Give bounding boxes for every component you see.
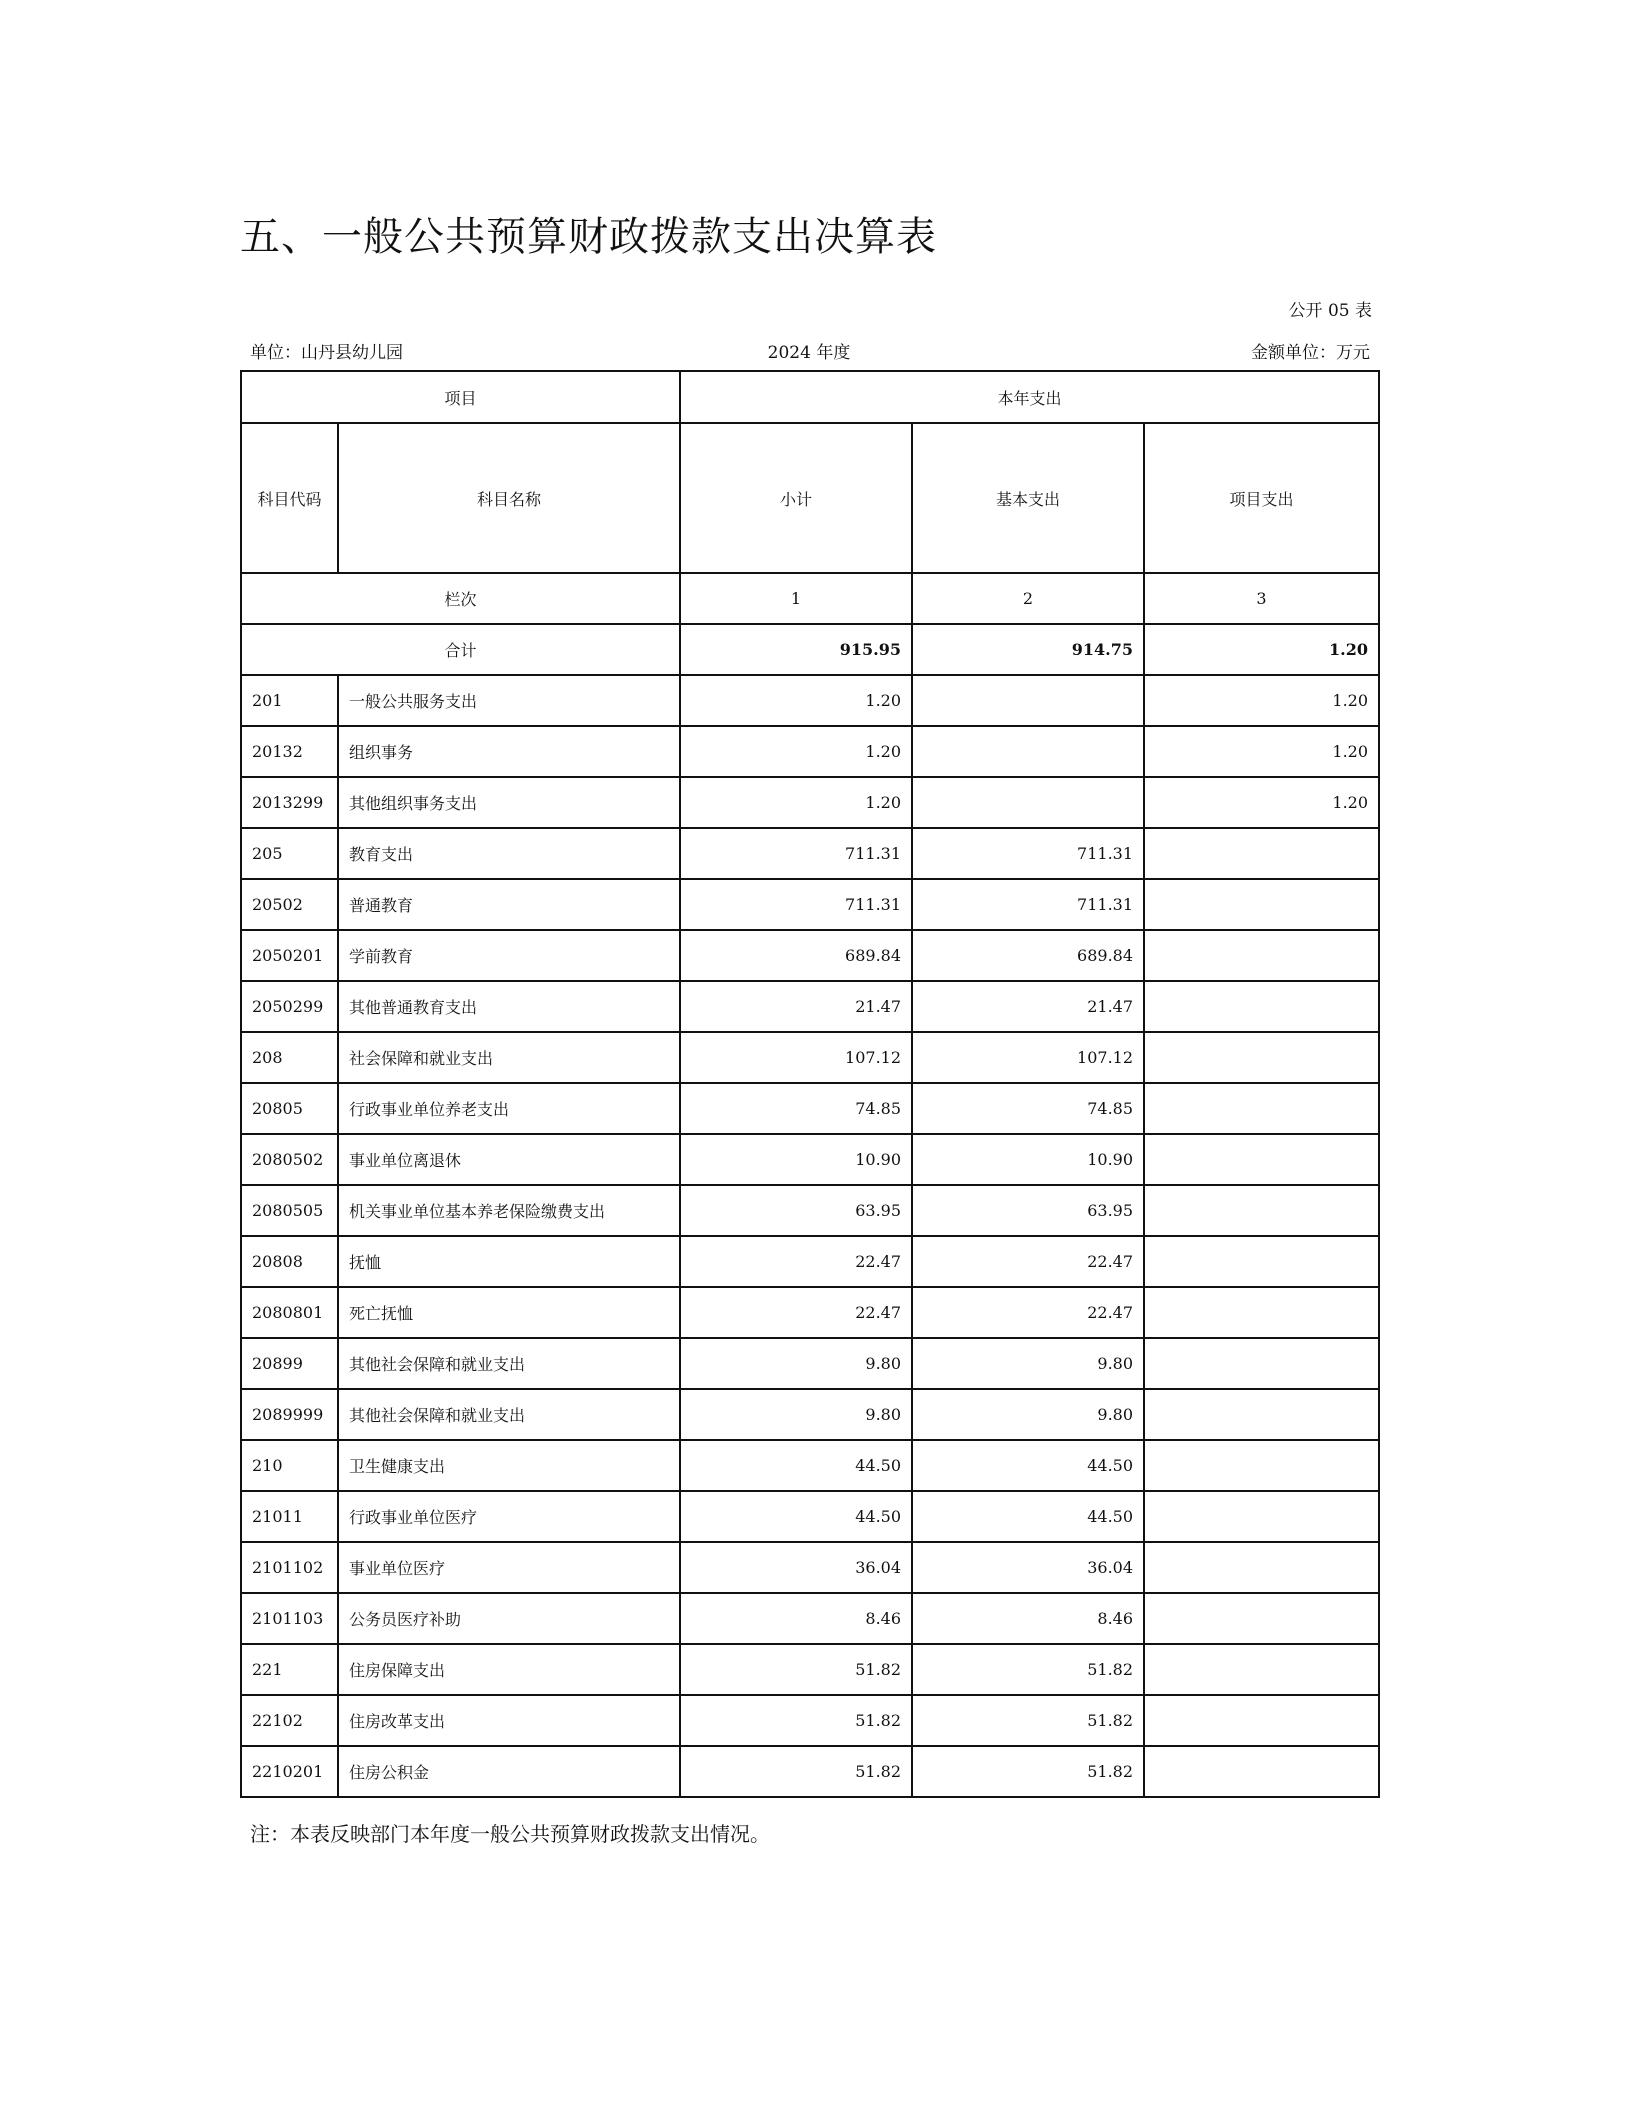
row-basic: 21.47 bbox=[912, 981, 1144, 1032]
row-basic: 22.47 bbox=[912, 1287, 1144, 1338]
row-basic: 711.31 bbox=[912, 879, 1144, 930]
row-subtotal: 44.50 bbox=[680, 1491, 912, 1542]
table-row bbox=[241, 828, 1379, 879]
header-current-year: 本年支出 bbox=[680, 371, 1379, 423]
row-code: 20899 bbox=[241, 1338, 338, 1389]
row-subtotal: 9.80 bbox=[680, 1389, 912, 1440]
table-row bbox=[241, 1134, 1379, 1185]
row-project bbox=[1144, 1134, 1379, 1185]
expenditure-table bbox=[240, 370, 1380, 1798]
row-basic: 8.46 bbox=[912, 1593, 1144, 1644]
row-name: 组织事务 bbox=[338, 726, 680, 777]
row-code: 205 bbox=[241, 828, 338, 879]
row-subtotal: 44.50 bbox=[680, 1440, 912, 1491]
header-item: 项目 bbox=[241, 371, 680, 423]
row-basic: 44.50 bbox=[912, 1491, 1144, 1542]
table-row bbox=[241, 1746, 1379, 1797]
row-project bbox=[1144, 1695, 1379, 1746]
row-code: 2101103 bbox=[241, 1593, 338, 1644]
table-row bbox=[241, 981, 1379, 1032]
header-name: 科目名称 bbox=[338, 423, 680, 573]
column-index-1: 1 bbox=[680, 573, 912, 624]
table-row bbox=[241, 1032, 1379, 1083]
table-row bbox=[241, 930, 1379, 981]
row-name: 行政事业单位医疗 bbox=[338, 1491, 680, 1542]
row-subtotal: 21.47 bbox=[680, 981, 912, 1032]
money-unit-label: 金额单位：万元 bbox=[1251, 343, 1370, 363]
row-subtotal: 1.20 bbox=[680, 777, 912, 828]
row-basic: 711.31 bbox=[912, 828, 1144, 879]
row-basic bbox=[912, 675, 1144, 726]
row-code: 2080505 bbox=[241, 1185, 338, 1236]
row-code: 2089999 bbox=[241, 1389, 338, 1440]
row-name: 普通教育 bbox=[338, 879, 680, 930]
row-subtotal: 8.46 bbox=[680, 1593, 912, 1644]
row-code: 20502 bbox=[241, 879, 338, 930]
row-subtotal: 10.90 bbox=[680, 1134, 912, 1185]
row-name: 死亡抚恤 bbox=[338, 1287, 680, 1338]
row-subtotal: 51.82 bbox=[680, 1644, 912, 1695]
row-name: 一般公共服务支出 bbox=[338, 675, 680, 726]
column-index-label: 栏次 bbox=[241, 573, 680, 624]
row-subtotal: 9.80 bbox=[680, 1338, 912, 1389]
header-basic: 基本支出 bbox=[912, 423, 1144, 573]
table-row bbox=[241, 1287, 1379, 1338]
row-code: 2210201 bbox=[241, 1746, 338, 1797]
form-number: 公开 05 表 bbox=[1288, 301, 1372, 321]
table-row bbox=[241, 1389, 1379, 1440]
row-name: 其他组织事务支出 bbox=[338, 777, 680, 828]
row-subtotal: 51.82 bbox=[680, 1695, 912, 1746]
table-row bbox=[241, 1644, 1379, 1695]
row-name: 学前教育 bbox=[338, 930, 680, 981]
unit-label: 单位：山丹县幼儿园 bbox=[250, 343, 403, 363]
table-row bbox=[241, 1695, 1379, 1746]
header-row-top bbox=[241, 371, 1379, 423]
column-index-2: 2 bbox=[912, 573, 1144, 624]
table-row bbox=[241, 1083, 1379, 1134]
row-subtotal: 74.85 bbox=[680, 1083, 912, 1134]
table-row bbox=[241, 675, 1379, 726]
row-name: 住房公积金 bbox=[338, 1746, 680, 1797]
row-project: 1.20 bbox=[1144, 777, 1379, 828]
row-project bbox=[1144, 1083, 1379, 1134]
row-basic: 9.80 bbox=[912, 1338, 1144, 1389]
table-row bbox=[241, 1440, 1379, 1491]
total-project: 1.20 bbox=[1144, 624, 1379, 675]
year-label: 2024 年度 bbox=[767, 343, 851, 363]
row-name: 卫生健康支出 bbox=[338, 1440, 680, 1491]
row-subtotal: 689.84 bbox=[680, 930, 912, 981]
row-code: 210 bbox=[241, 1440, 338, 1491]
table-row bbox=[241, 1491, 1379, 1542]
page-title: 五、一般公共预算财政拨款支出决算表 bbox=[240, 214, 937, 260]
footnote: 注：本表反映部门本年度一般公共预算财政拨款支出情况。 bbox=[250, 1822, 770, 1846]
row-basic: 51.82 bbox=[912, 1695, 1144, 1746]
row-code: 22102 bbox=[241, 1695, 338, 1746]
row-subtotal: 107.12 bbox=[680, 1032, 912, 1083]
row-basic: 44.50 bbox=[912, 1440, 1144, 1491]
row-project bbox=[1144, 1185, 1379, 1236]
row-basic: 22.47 bbox=[912, 1236, 1144, 1287]
row-basic bbox=[912, 726, 1144, 777]
row-basic: 36.04 bbox=[912, 1542, 1144, 1593]
table-row bbox=[241, 1185, 1379, 1236]
table-row bbox=[241, 879, 1379, 930]
row-basic: 107.12 bbox=[912, 1032, 1144, 1083]
row-name: 教育支出 bbox=[338, 828, 680, 879]
table-row bbox=[241, 1236, 1379, 1287]
row-code: 20132 bbox=[241, 726, 338, 777]
header-project: 项目支出 bbox=[1144, 423, 1379, 573]
row-basic: 9.80 bbox=[912, 1389, 1144, 1440]
row-code: 208 bbox=[241, 1032, 338, 1083]
row-project bbox=[1144, 879, 1379, 930]
row-project bbox=[1144, 1491, 1379, 1542]
row-code: 2080502 bbox=[241, 1134, 338, 1185]
row-basic: 689.84 bbox=[912, 930, 1144, 981]
row-name: 行政事业单位养老支出 bbox=[338, 1083, 680, 1134]
row-code: 2050201 bbox=[241, 930, 338, 981]
row-project bbox=[1144, 828, 1379, 879]
row-project bbox=[1144, 1236, 1379, 1287]
header-row-columns bbox=[241, 423, 1379, 573]
row-subtotal: 1.20 bbox=[680, 675, 912, 726]
column-index-row bbox=[241, 573, 1379, 624]
row-name: 其他社会保障和就业支出 bbox=[338, 1389, 680, 1440]
row-code: 20805 bbox=[241, 1083, 338, 1134]
total-label: 合计 bbox=[241, 624, 680, 675]
table-meta-row bbox=[240, 338, 1378, 362]
table-row bbox=[241, 1542, 1379, 1593]
row-name: 公务员医疗补助 bbox=[338, 1593, 680, 1644]
row-name: 社会保障和就业支出 bbox=[338, 1032, 680, 1083]
row-code: 2101102 bbox=[241, 1542, 338, 1593]
row-code: 221 bbox=[241, 1644, 338, 1695]
row-code: 2050299 bbox=[241, 981, 338, 1032]
row-subtotal: 51.82 bbox=[680, 1746, 912, 1797]
table-row bbox=[241, 1593, 1379, 1644]
total-basic: 914.75 bbox=[912, 624, 1144, 675]
table-row bbox=[241, 777, 1379, 828]
row-basic: 10.90 bbox=[912, 1134, 1144, 1185]
header-code: 科目代码 bbox=[241, 423, 338, 573]
row-basic: 51.82 bbox=[912, 1746, 1144, 1797]
total-subtotal: 915.95 bbox=[680, 624, 912, 675]
row-project bbox=[1144, 981, 1379, 1032]
row-project bbox=[1144, 1032, 1379, 1083]
row-project bbox=[1144, 1593, 1379, 1644]
row-basic: 74.85 bbox=[912, 1083, 1144, 1134]
row-project bbox=[1144, 1440, 1379, 1491]
row-name: 住房保障支出 bbox=[338, 1644, 680, 1695]
row-subtotal: 711.31 bbox=[680, 879, 912, 930]
row-project bbox=[1144, 930, 1379, 981]
row-project: 1.20 bbox=[1144, 675, 1379, 726]
row-project bbox=[1144, 1287, 1379, 1338]
row-project bbox=[1144, 1542, 1379, 1593]
row-code: 201 bbox=[241, 675, 338, 726]
row-code: 2080801 bbox=[241, 1287, 338, 1338]
row-project bbox=[1144, 1389, 1379, 1440]
row-name: 其他普通教育支出 bbox=[338, 981, 680, 1032]
table-row bbox=[241, 726, 1379, 777]
row-subtotal: 22.47 bbox=[680, 1287, 912, 1338]
row-basic bbox=[912, 777, 1144, 828]
row-subtotal: 1.20 bbox=[680, 726, 912, 777]
table-row bbox=[241, 1338, 1379, 1389]
row-subtotal: 36.04 bbox=[680, 1542, 912, 1593]
row-code: 21011 bbox=[241, 1491, 338, 1542]
row-subtotal: 711.31 bbox=[680, 828, 912, 879]
row-name: 其他社会保障和就业支出 bbox=[338, 1338, 680, 1389]
row-project bbox=[1144, 1644, 1379, 1695]
total-row bbox=[241, 624, 1379, 675]
row-project: 1.20 bbox=[1144, 726, 1379, 777]
row-name: 住房改革支出 bbox=[338, 1695, 680, 1746]
row-name: 机关事业单位基本养老保险缴费支出 bbox=[338, 1185, 680, 1236]
row-basic: 51.82 bbox=[912, 1644, 1144, 1695]
header-subtotal: 小计 bbox=[680, 423, 912, 573]
row-basic: 63.95 bbox=[912, 1185, 1144, 1236]
row-code: 2013299 bbox=[241, 777, 338, 828]
row-code: 20808 bbox=[241, 1236, 338, 1287]
row-name: 事业单位医疗 bbox=[338, 1542, 680, 1593]
row-name: 事业单位离退休 bbox=[338, 1134, 680, 1185]
row-subtotal: 63.95 bbox=[680, 1185, 912, 1236]
column-index-3: 3 bbox=[1144, 573, 1379, 624]
row-name: 抚恤 bbox=[338, 1236, 680, 1287]
row-project bbox=[1144, 1746, 1379, 1797]
row-subtotal: 22.47 bbox=[680, 1236, 912, 1287]
row-project bbox=[1144, 1338, 1379, 1389]
